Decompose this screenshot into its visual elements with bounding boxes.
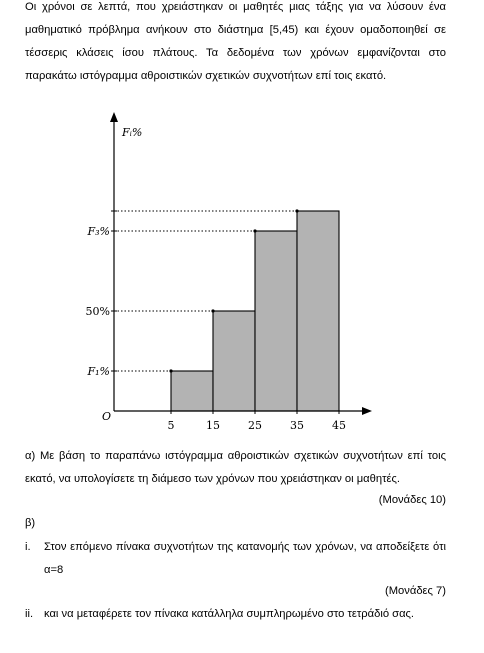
question-b-ii-number: ii. [25, 608, 34, 620]
question-b-i-marks: (Μονάδες 7) [385, 585, 446, 597]
x-tick-label-15: 15 [206, 419, 220, 432]
y-tick-label-1: F₁% [87, 365, 110, 378]
y-axis-label: Fᵢ% [122, 126, 143, 139]
x-tick-label-5: 5 [167, 419, 175, 432]
y-axis-arrow [110, 112, 118, 122]
corner-dot-3 [253, 229, 256, 232]
x-axis-arrow [362, 407, 372, 415]
question-b-i-line-1: Στον επόμενο πίνακα συχνοτήτων της κατανομής των χρόνων, να αποδείξετε ότι [44, 541, 446, 553]
question-b-ii-line-1: και να μεταφέρετε τον πίνακα κατάλληλα συμπληρωμένο στο τετράδιό σας. [44, 608, 415, 620]
origin-label: O [102, 410, 112, 423]
histogram-bar-4 [297, 211, 339, 411]
x-tick-label-25: 25 [248, 419, 262, 432]
histogram-bar-1 [171, 371, 213, 411]
intro-line-2: μαθηματικό πρόβλημα ανήκουν στο διάστημα [5,45) και έχουν ομαδοποιηθεί σε [25, 24, 446, 36]
question-a-marks: (Μονάδες 10) [378, 494, 446, 506]
x-tick-label-35: 35 [290, 419, 304, 432]
histogram-bar-3 [255, 231, 297, 411]
corner-dot-1 [169, 369, 172, 372]
question-b-i-line-2: α=8 [44, 564, 64, 576]
question-a-line-1: α) Με βάση το παραπάνω ιστόγραμμα αθροιστικών σχετικών συχνοτήτων επί τοις [25, 450, 446, 462]
cumulative-histogram [0, 108, 484, 438]
histogram-bar-2 [213, 311, 255, 411]
x-tick-label-45: 45 [332, 419, 346, 432]
y-tick-label-3: F₃% [87, 225, 110, 238]
question-a-line-2: εκατό, να υπολογίσετε τη διάμεσο των χρόνων που χρειάστηκαν οι μαθητές. [25, 473, 400, 485]
intro-line-3: τέσσερις κλάσεις ίσου πλάτους. Τα δεδομένα των χρόνων εμφανίζονται στο [25, 47, 446, 59]
corner-dot-4 [295, 209, 298, 212]
intro-line-1: Οι χρόνοι σε λεπτά, που χρειάστηκαν οι μαθητές μιας τάξης για να λύσουν ένα [25, 1, 446, 13]
question-b-i-number: i. [25, 541, 31, 553]
corner-dot-2 [211, 309, 214, 312]
question-b-label: β) [25, 517, 36, 529]
intro-line-4: παρακάτω ιστόγραμμα αθροιστικών σχετικών συχνοτήτων επί τοις εκατό. [25, 70, 387, 82]
y-tick-label-2: 50% [85, 305, 110, 318]
